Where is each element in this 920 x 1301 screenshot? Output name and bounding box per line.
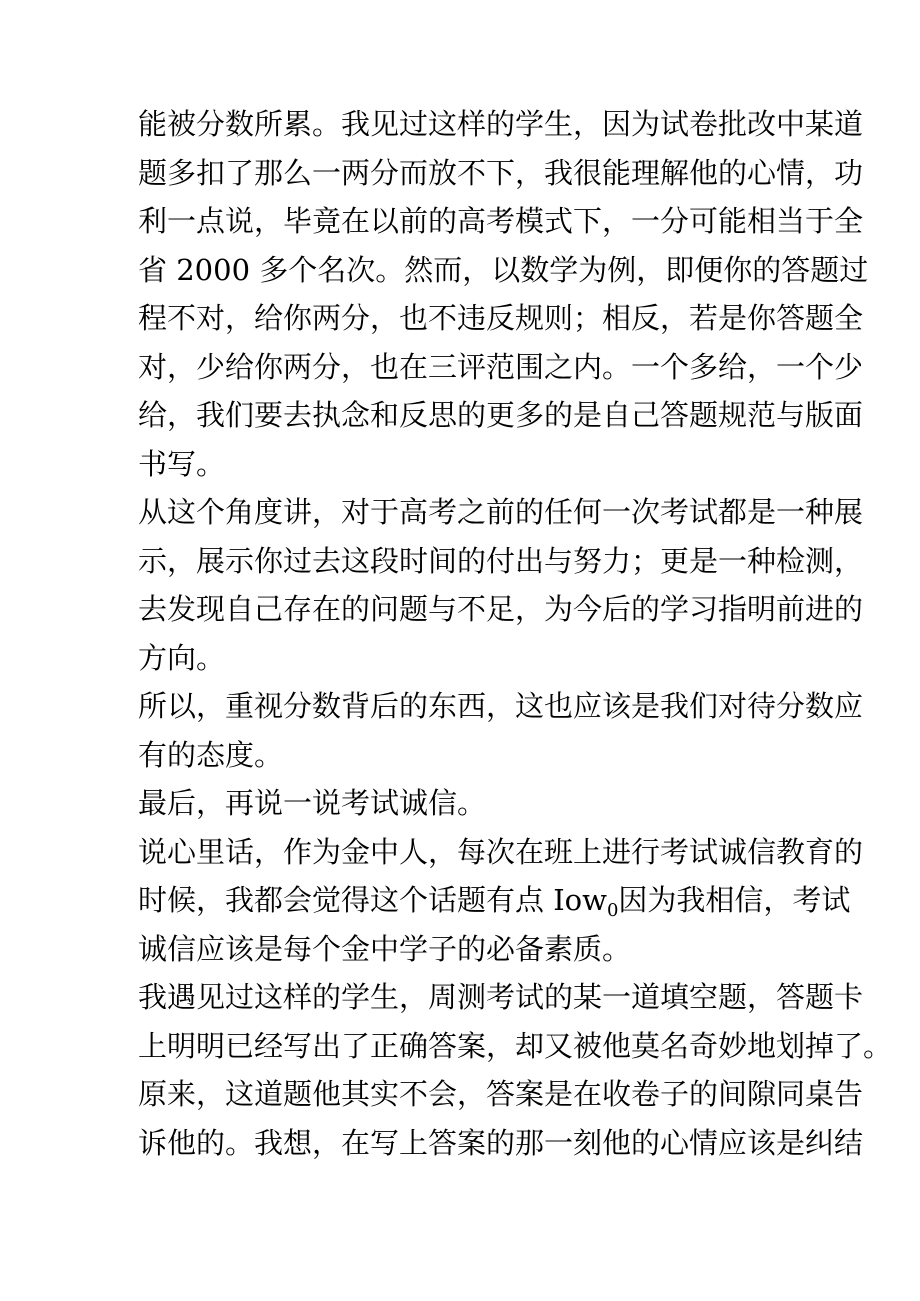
- paragraph-5: [138, 828, 864, 974]
- text-line: 原来，这道题他其实不会，答案是在收卷子的间隙同桌告: [138, 1077, 864, 1111]
- text-line: 最后，再说一说考试诚信。: [138, 786, 487, 820]
- text-line: 程不对，给你两分，也不违反规则；相反，若是你答题全: [138, 301, 864, 335]
- text-line: 方向。: [138, 640, 226, 675]
- text-line: 给，我们要去执念和反思的更多的是自己答题规范与版面: [138, 398, 864, 432]
- text-line: 去发现自己存在的问题与不足，为今后的学习指明前进的: [138, 592, 864, 626]
- text-line: 题多扣了那么一两分而放不下，我很能理解他的心情，功: [138, 155, 864, 190]
- paragraph-3: [138, 682, 864, 779]
- text-segment: 时候，我都会觉得这个话题有点 Iow: [138, 883, 607, 917]
- text-line: 有的态度。: [138, 737, 284, 772]
- paragraph-4: [138, 779, 798, 828]
- text-line: 诉他的。我想，在写上答案的那一刻他的心情应该是纠结: [138, 1125, 864, 1160]
- paragraph-6: [138, 973, 893, 1167]
- text-line: 书写。: [138, 446, 226, 481]
- text-line: 省 2000 多个名次。然而，以数学为例，即便你的答题过: [138, 252, 869, 287]
- text-line: 能被分数所累。我见过这样的学生，因为试卷批改中某道: [138, 107, 864, 141]
- paragraph-1: [138, 100, 869, 488]
- text-line: 说心里话，作为金中人，每次在班上进行考试诚信教育的: [138, 834, 864, 869]
- text-segment: 因为我相信，考试: [618, 883, 851, 917]
- text-line: 所以，重视分数背后的东西，这也应该是我们对待分数应: [138, 689, 864, 723]
- text-line: 从这个角度讲，对于高考之前的任何一次考试都是一种展: [138, 495, 864, 529]
- text-line: 上明明已经写出了正确答案，却又被他莫名奇妙地划掉了。: [138, 1028, 893, 1063]
- subscript-text: 0: [606, 900, 619, 921]
- text-line: 示，展示你过去这段时间的付出与努力；更是一种检测，: [138, 543, 864, 578]
- text-line: 对，少给你两分，也在三评范围之内。一个多给，一个少: [138, 349, 864, 384]
- text-line: 我遇见过这样的学生，周测考试的某一道填空题，答题卡: [138, 980, 864, 1014]
- document-page: [138, 100, 893, 1167]
- text-line-with-subscript: [138, 876, 851, 925]
- text-line: 诚信应该是每个金中学子的必备素质。: [138, 931, 632, 966]
- paragraph-2: [138, 488, 864, 682]
- text-line: 利一点说，毕竟在以前的高考模式下，一分可能相当于全: [138, 204, 864, 238]
